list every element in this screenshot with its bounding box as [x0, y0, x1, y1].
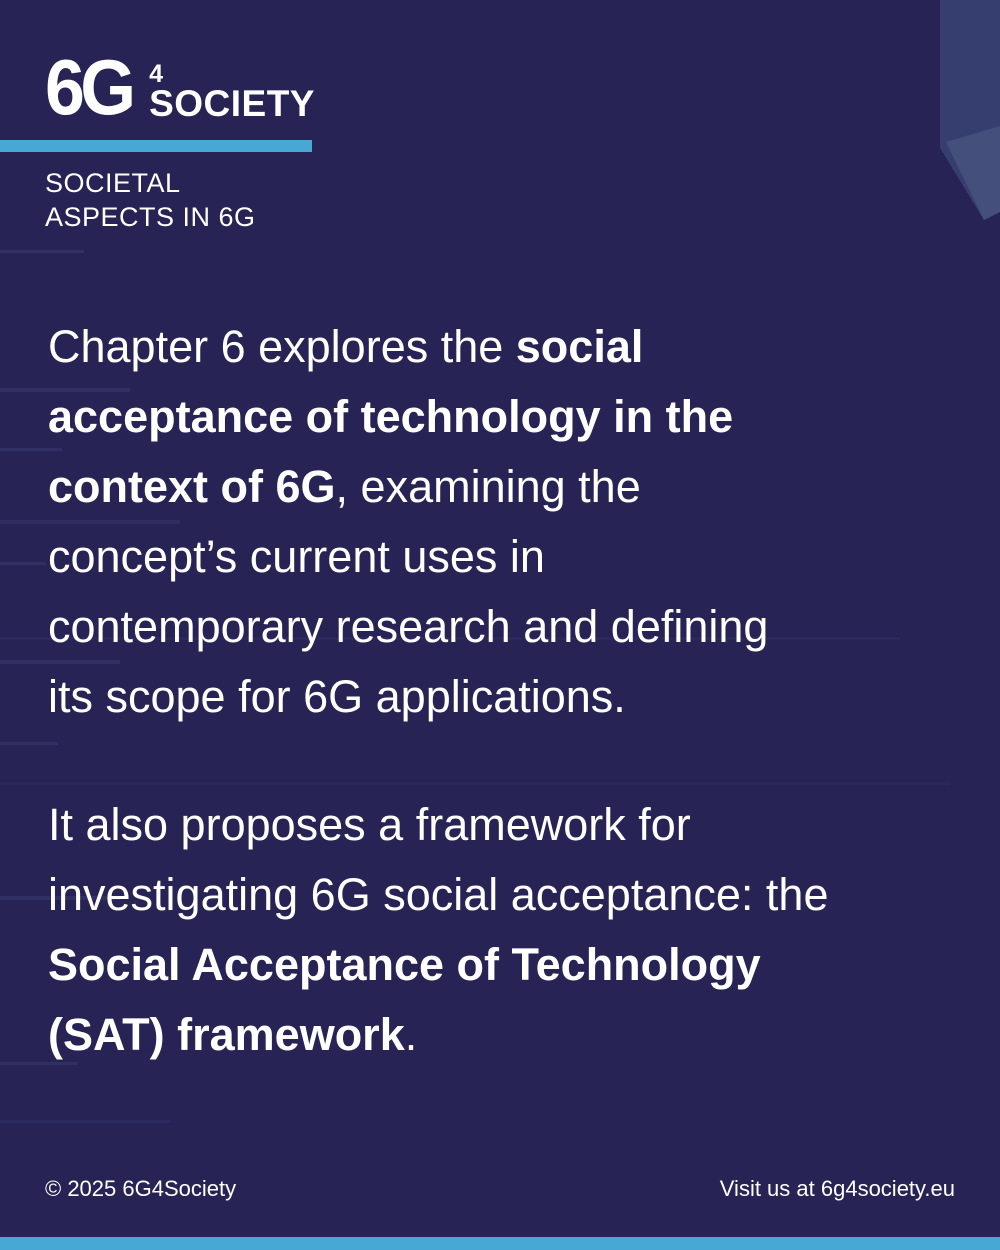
text-segment: its scope for 6G applications. [48, 671, 626, 722]
tagline-line-1: SOCIETAL [45, 168, 181, 198]
logo [45, 43, 315, 131]
text-segment: . [404, 1009, 418, 1060]
bold-text-segment: acceptance of technology in the [48, 391, 734, 442]
bold-text-segment: (SAT) framework [48, 1009, 405, 1060]
text-line [48, 790, 1000, 860]
bold-text-segment: social [515, 321, 644, 372]
text-line [48, 860, 1000, 930]
logo-6g-mark: 6G [45, 43, 132, 131]
paragraph-2 [48, 790, 1000, 1070]
text-line [48, 522, 1000, 592]
text-segment: concept’s current uses in [48, 531, 545, 582]
arrow-shape-light [946, 126, 1000, 220]
glitch-line [0, 1120, 170, 1123]
text-line [48, 452, 1000, 522]
tagline-line-2: ASPECTS IN 6G [45, 202, 256, 232]
logo-underline-bar [0, 140, 312, 152]
text-line [48, 662, 1000, 732]
text-line [48, 312, 1000, 382]
bold-text-segment: context of 6G [48, 461, 336, 512]
logo-right-stack [149, 62, 315, 122]
text-line [48, 382, 1000, 452]
bottom-accent-bar [0, 1237, 1000, 1250]
text-segment: Chapter 6 explores the [48, 321, 516, 372]
text-segment: , examining the [335, 461, 641, 512]
tagline [45, 166, 256, 234]
body-text [48, 312, 1000, 1070]
text-segment: It also proposes a framework for [48, 799, 691, 850]
bold-text-segment: Social Acceptance of Technology [48, 939, 761, 990]
footer-copyright: © 2025 6G4Society [45, 1176, 237, 1201]
logo-society-word: SOCIETY [149, 83, 315, 124]
glitch-line [0, 562, 46, 565]
text-segment: contemporary research and defining [48, 601, 769, 652]
logo-4-superscript: 4 [149, 60, 163, 88]
footer-visit-url: Visit us at 6g4society.eu [719, 1176, 955, 1201]
text-segment: investigating 6G social acceptance: the [48, 869, 829, 920]
text-line [48, 1000, 1000, 1070]
footer [45, 1176, 955, 1202]
text-line [48, 930, 1000, 1000]
paragraph-1 [48, 312, 1000, 732]
glitch-line [0, 250, 84, 253]
corner-arrow-decoration [920, 0, 1000, 240]
text-line [48, 592, 1000, 662]
